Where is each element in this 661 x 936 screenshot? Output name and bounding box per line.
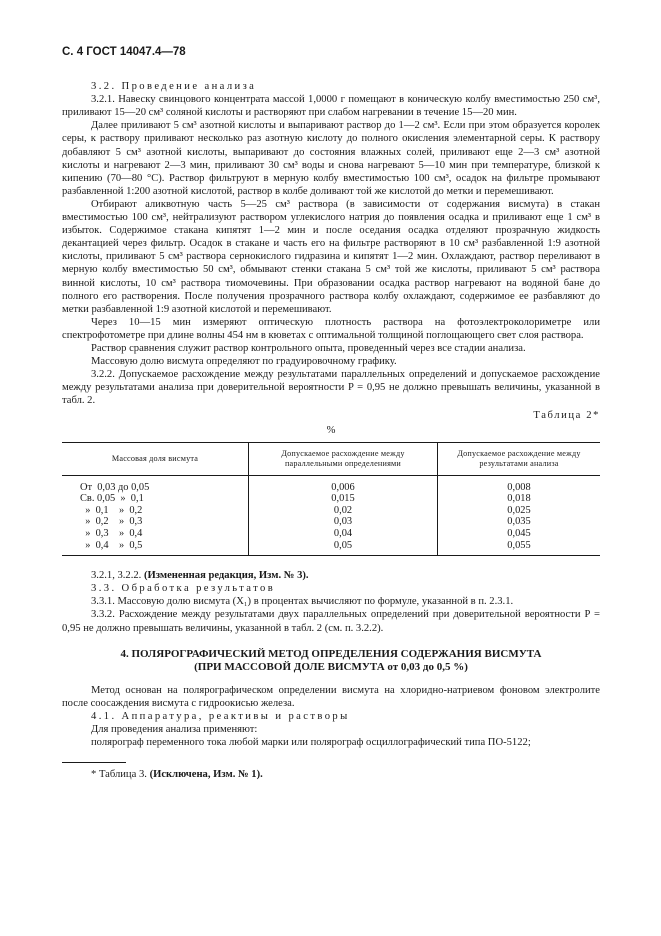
cell-range: Св. 0,05 » 0,1 xyxy=(80,493,144,505)
footnote xyxy=(62,768,600,781)
footnote-prefix: * Таблица 3. xyxy=(91,769,147,781)
cell-parallel: 0,04 xyxy=(249,528,438,540)
footnote-divider xyxy=(62,762,126,763)
section-4-heading xyxy=(62,648,600,674)
table-unit: % xyxy=(326,424,336,436)
column-header-parallel: Допускаемое расхождение между параллельными определениями xyxy=(249,442,438,475)
edit-note xyxy=(62,569,600,582)
section-4-1-title: 4.1. Аппаратура, реактивы и растворы xyxy=(91,710,350,722)
cell-analysis: 0,045 xyxy=(438,528,601,540)
edit-note-prefix: 3.2.1, 3.2.2. xyxy=(91,570,142,582)
cell-parallel: 0,015 xyxy=(249,493,438,505)
paragraph-metod: Метод основан на полярографическом определении висмута на хлоридно-натриевом фоновом электролите после соосаждения висмута с гидроокисью железа. xyxy=(62,684,600,709)
document-page xyxy=(62,46,600,781)
paragraph-rastvor-sravneniya: Раствор сравнения служит раствор контрольного опыта, проведенный через все стадии анализа. xyxy=(91,342,526,354)
table-row xyxy=(62,505,600,517)
edit-note-bold: (Измененная редакция, Изм. № 3). xyxy=(143,570,309,582)
cell-analysis: 0,025 xyxy=(438,505,601,517)
paragraph-3-3-1: 3.3.1. Массовую долю висмута (X₁) в процентах вычисляют по формуле, указанной в п. 2.3.1. xyxy=(91,596,514,608)
cell-analysis: 0,035 xyxy=(438,516,601,528)
paragraph-otbirayut: Отбирают аликвотную часть 5—25 см³ раствора (в зависимости от содержания висмута) в стакан вместимостью 100 см³, нейтрализуют раствором углекислого натрия до появления осадка и приливают еще 1 см³ в избыток. Содержимое стакана кипятят 1—2 мин и после оседания осадка отделяют прозрачную жидкость декантацией через фильтр. Осадок в стакане и часть его на фильтре растворяют в 10 см³ разбавленной 1:9 азотной кислоты, приливают 5 см³ раствора сернокислого гидразина и кипятят 1—2 мин. Охлаждают, раствор переливают в мерную колбу вместимостью 50 см³, обмывают стенки стакана 5 см³ той же кислоты, приливают 5 см³ раствора винной кислоты, 10 см³ раствора тиомочевины. При образовании осадка раствор нагревают на водяной бане до полного его растворения. После получения прозрачного раствора колбу охлаждают, содержимое ее разбавляют до метки разбавленной 1:9 азотной кислотой и перемешивают. xyxy=(62,198,600,315)
section-4-heading-line1: 4. ПОЛЯРОГРАФИЧЕСКИЙ МЕТОД ОПРЕДЕЛЕНИЯ СОДЕРЖАНИЯ ВИСМУТА xyxy=(120,647,542,660)
section-4-heading-line2: (ПРИ МАССОВОЙ ДОЛЕ ВИСМУТА от 0,03 до 0,5 %) xyxy=(194,660,468,673)
paragraph-dalee: Далее приливают 5 см³ азотной кислоты и выпаривают раствор до 1—2 см³. Если при этом образуется королек серы, к раствору приливают несколько раз азотную кислоту до полного окисления элементарной серы. К раствору добавляют 5 см³ азотной кислоты, выпаривают до состояния влажных солей, приливают еще 2—3 см³ азотной кислоты и нагревают 2—3 мин, приливают 30 см³ воды и снова нагревают 5—10 мин при температуре, близкой к кипению (70—80 °С). Раствор фильтруют в мерную колбу вместимостью 100 см³, осадок на фильтре промывают разбавленной 1:200 азотной кислотой, раствор в колбе доливают той же кислотой до метки и перемешивают. xyxy=(62,120,600,197)
table-row xyxy=(62,528,600,540)
paragraph-dlya-provedeniya: Для проведения анализа применяют: xyxy=(91,723,258,735)
cell-analysis: 0,055 xyxy=(438,540,601,556)
column-header-analysis: Допускаемое расхождение между результатами анализа xyxy=(438,442,601,475)
table-row xyxy=(62,540,600,556)
paragraph-massovuyu-dolyu: Массовую долю висмута определяют по градуировочному графику. xyxy=(91,356,397,368)
table-caption: Таблица 2* xyxy=(533,410,600,422)
paragraph-3-3-2: 3.3.2. Расхождение между результатами двух параллельных определений при доверительной вероятности P = 0,95 не должно превышать величины, указанной в табл. 2 (см. п. 3.2.2). xyxy=(62,609,600,634)
cell-range: » 0,1 » 0,2 xyxy=(80,504,143,516)
paragraph-3-2-1: 3.2.1. Навеску свинцового концентрата массой 1,0000 г помещают в коническую колбу вместимостью 250 см³, приливают 15—20 см³ соляной кислоты и растворяют при слабом нагревании в течение 15—20 мин. xyxy=(62,94,600,119)
footnote-bold: (Исключена, Изм. № 1). xyxy=(149,769,263,781)
cell-range: » 0,4 » 0,5 xyxy=(62,540,249,556)
paragraph-cherez: Через 10—15 мин измеряют оптическую плотность раствора на фотоэлектроколориметре или спектрофотометре при длине волны 454 нм в кюветах с оптимальной толщиной поглощающего свет слоя раствора. xyxy=(62,316,600,341)
section-3-3-title: 3.3. Обработка результатов xyxy=(91,583,276,595)
cell-range: От 0,03 до 0,05 xyxy=(80,481,150,493)
cell-analysis: 0,008 xyxy=(438,475,601,493)
table-row xyxy=(62,475,600,493)
paragraph-3-2-2: 3.2.2. Допускаемое расхождение между результатами параллельных определений и допускаемое расхождение между результатами анализа при доверительной вероятности P = 0,95 не должно превышать величины, указанной в табл. 2. xyxy=(62,369,600,407)
table-row xyxy=(62,493,600,505)
cell-parallel: 0,006 xyxy=(249,475,438,493)
cell-parallel: 0,03 xyxy=(249,516,438,528)
cell-range: » 0,2 » 0,3 xyxy=(80,516,143,528)
cell-range: » 0,3 » 0,4 xyxy=(80,528,143,539)
table-row xyxy=(62,516,600,528)
section-3-2-title: 3.2. Проведение анализа xyxy=(91,81,257,93)
page-header: С. 4 ГОСТ 14047.4—78 xyxy=(62,46,186,58)
cell-parallel: 0,02 xyxy=(249,505,438,517)
column-header-mass-fraction: Массовая доля висмута xyxy=(62,442,249,475)
tolerance-table xyxy=(62,442,600,557)
table-header-row xyxy=(62,442,600,475)
cell-parallel: 0,05 xyxy=(249,540,438,556)
cell-analysis: 0,018 xyxy=(438,493,601,505)
paragraph-polyarograf: полярограф переменного тока любой марки или полярограф осциллографический типа ПО-5122; xyxy=(91,737,531,749)
